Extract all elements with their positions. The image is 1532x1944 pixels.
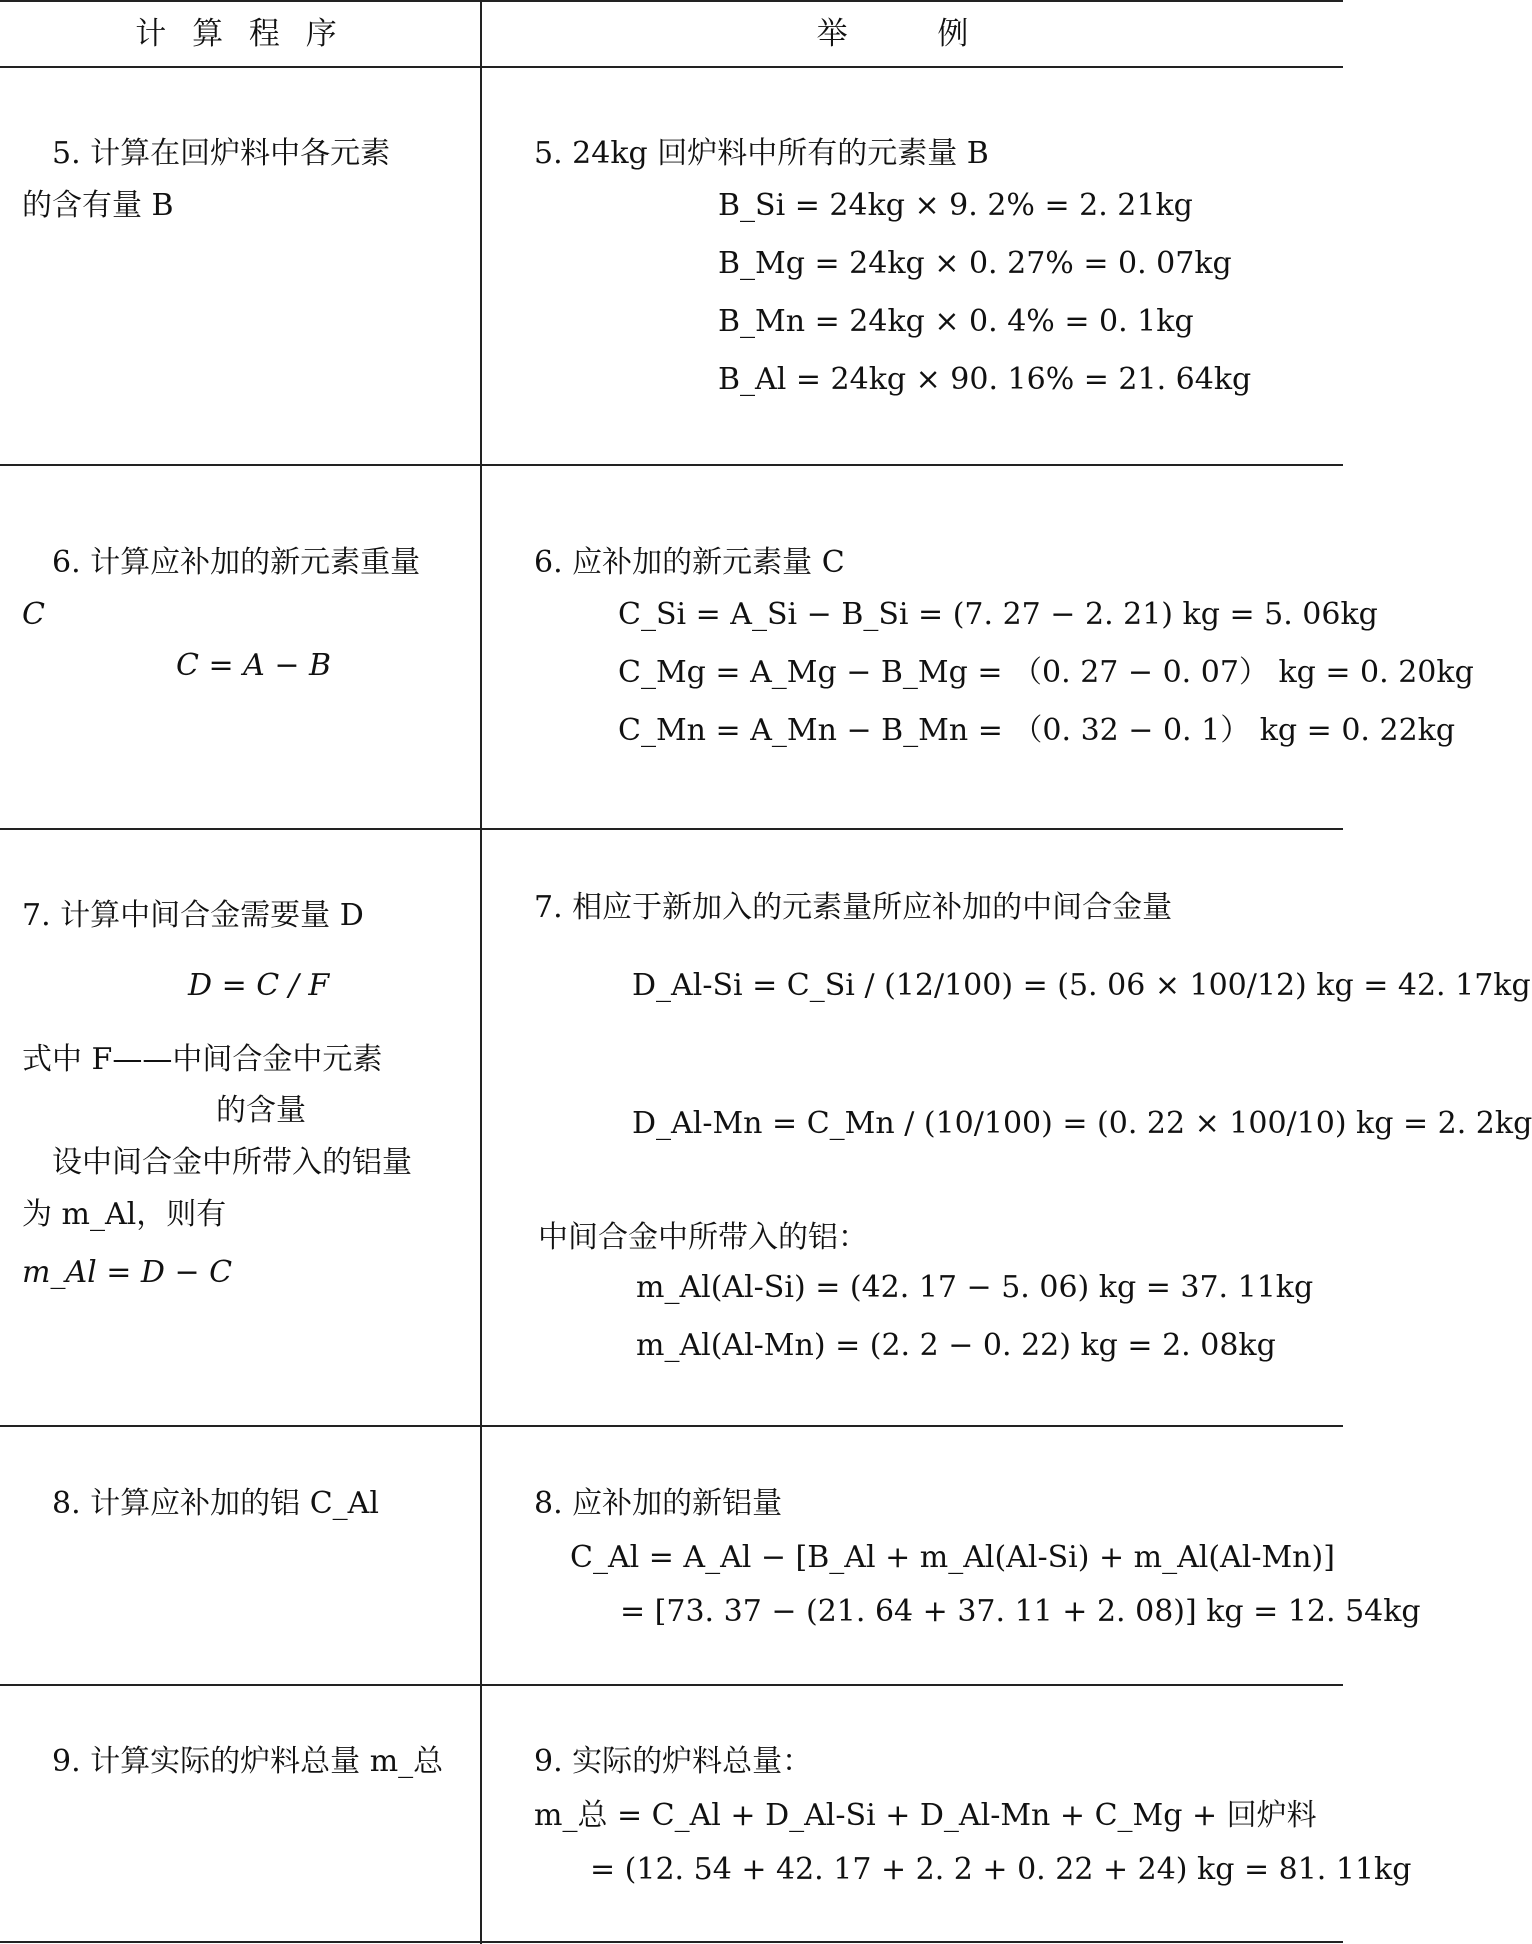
row-divider — [0, 1425, 1343, 1427]
row9-formula-line2: = (12. 54 + 42. 17 + 2. 2 + 0. 22 + 24) kg = 81. 11kg — [590, 1852, 1412, 1887]
row7-formula-al-mn: D_Al-Mn = C_Mn / (10/100) = (0. 22 × 100/10) kg = 2. 2kg — [632, 1106, 1532, 1141]
row7-left-line4: 的含量 — [216, 1093, 306, 1128]
row7-left-line7: m_Al = D − C — [22, 1255, 233, 1290]
row9-left-line1: 9. 计算实际的炉料总量 m_总 — [52, 1744, 444, 1779]
header-col-example: 举 例 — [816, 16, 1009, 52]
row7-m-al-mn: m_Al(Al-Mn) = (2. 2 − 0. 22) kg = 2. 08kg — [636, 1328, 1276, 1363]
row7-m-al-si: m_Al(Al-Si) = (42. 17 − 5. 06) kg = 37. 11kg — [636, 1270, 1314, 1305]
row5-formula-al: B_Al = 24kg × 90. 16% = 21. 64kg — [718, 362, 1252, 397]
row-divider — [0, 828, 1343, 830]
row5-formula-si: B_Si = 24kg × 9. 2% = 2. 21kg — [718, 188, 1193, 223]
row6-left-formula: C = A − B — [176, 648, 332, 683]
header-divider — [0, 66, 1343, 68]
row6-formula-si: C_Si = A_Si − B_Si = (7. 27 − 2. 21) kg = 5. 06kg — [618, 597, 1378, 632]
row-divider — [0, 464, 1343, 466]
row7-formula-al-si: D_Al-Si = C_Si / (12/100) = (5. 06 × 100/12) kg = 42. 17kg — [632, 968, 1531, 1003]
column-divider — [480, 0, 482, 1944]
row7-left-line6: 为 m_Al，则有 — [22, 1197, 227, 1232]
row6-left-line1: 6. 计算应补加的新元素重量 — [52, 545, 421, 580]
table-border-top — [0, 0, 1343, 2]
row5-left-line2: 的含有量 B — [22, 188, 174, 223]
row7-right-subtitle: 中间合金中所带入的铝： — [538, 1220, 868, 1255]
row9-formula-line1: m_总 = C_Al + D_Al-Si + D_Al-Mn + C_Mg + 回炉料 — [534, 1798, 1317, 1833]
row8-right-title: 8. 应补加的新铝量 — [534, 1486, 783, 1521]
row6-formula-mg: C_Mg = A_Mg − B_Mg = （0. 27 − 0. 07） kg = 0. 20kg — [618, 655, 1474, 690]
row7-left-formula: D = C / F — [188, 968, 330, 1003]
row7-left-line3: 式中 F——中间合金中元素 — [22, 1042, 383, 1077]
row7-left-line5: 设中间合金中所带入的铝量 — [52, 1145, 412, 1180]
row9-right-title: 9. 实际的炉料总量： — [534, 1744, 813, 1779]
row8-left-line1: 8. 计算应补加的铝 C_Al — [52, 1486, 379, 1521]
row6-left-line2: C — [22, 597, 45, 632]
row6-right-title: 6. 应补加的新元素量 C — [534, 545, 845, 580]
row8-formula-line1: C_Al = A_Al − [B_Al + m_Al(Al-Si) + m_Al(Al-Mn)] — [570, 1540, 1335, 1575]
row7-right-title: 7. 相应于新加入的元素量所应补加的中间合金量 — [534, 890, 1173, 925]
header-col-procedure: 计 算 程 序 — [135, 16, 345, 52]
row5-right-title: 5. 24kg 回炉料中所有的元素量 B — [534, 136, 989, 171]
row5-formula-mn: B_Mn = 24kg × 0. 4% = 0. 1kg — [718, 304, 1194, 339]
table-border-bottom — [0, 1941, 1343, 1943]
row-divider — [0, 1684, 1343, 1686]
row5-left-line1: 5. 计算在回炉料中各元素 — [52, 136, 391, 171]
row8-formula-line2: = [73. 37 − (21. 64 + 37. 11 + 2. 08)] kg = 12. 54kg — [620, 1594, 1421, 1629]
row5-formula-mg: B_Mg = 24kg × 0. 27% = 0. 07kg — [718, 246, 1232, 281]
row7-left-line1: 7. 计算中间合金需要量 D — [22, 898, 364, 933]
row6-formula-mn: C_Mn = A_Mn − B_Mn = （0. 32 − 0. 1） kg = 0. 22kg — [618, 713, 1456, 748]
